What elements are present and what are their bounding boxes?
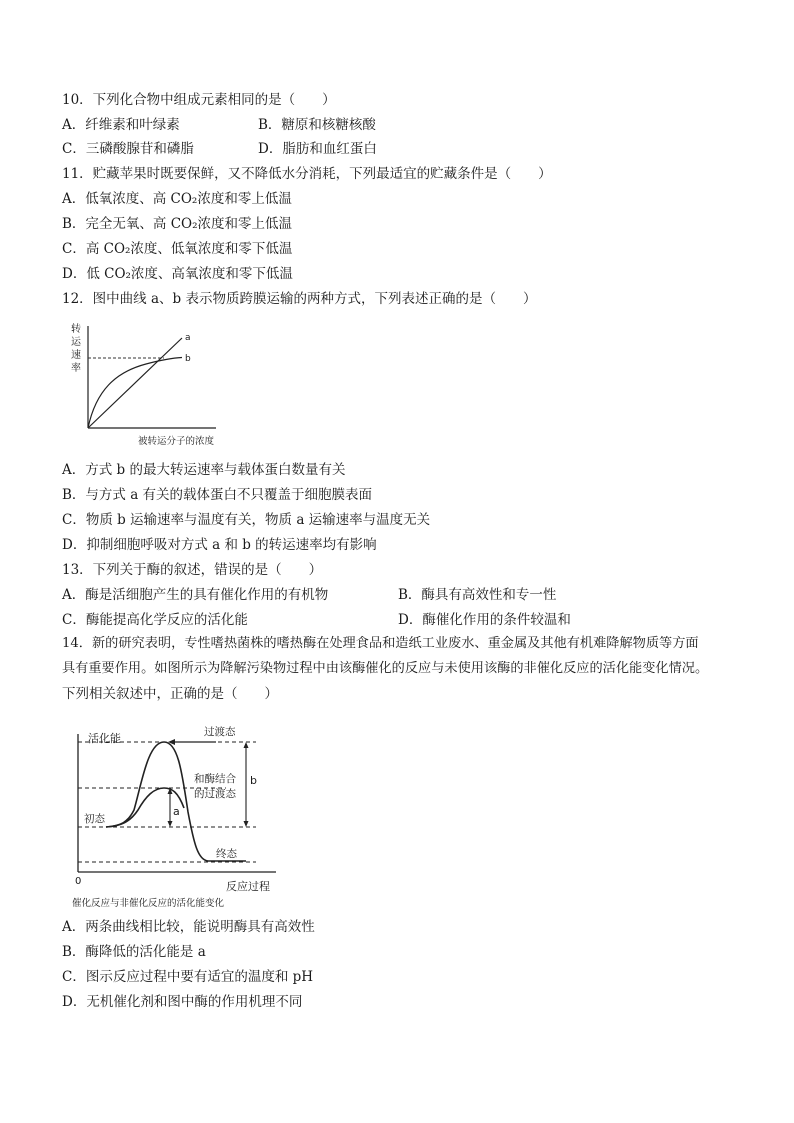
q14-non-catalyzed-curve — [106, 742, 246, 861]
q14-stem-line-3: 下列相关叙述中，正确的是（ ） — [62, 686, 278, 702]
q11-option-a: A．低氧浓度、高 CO₂浓度和零上低温 — [62, 191, 292, 207]
q12-xlabel: 被转运分子的浓度 — [138, 436, 215, 447]
q14-arrow-b-head-up — [244, 742, 249, 748]
q12-option-c: C．物质 b 运输速率与温度有关，物质 a 运输速率与温度无关 — [62, 512, 431, 528]
q14-ylabel: 活化能 — [88, 732, 121, 745]
q11-option-c: C．高 CO₂浓度、低氧浓度和零下低温 — [62, 241, 293, 257]
q14-option-a: A．两条曲线相比较，能说明酶具有高效性 — [62, 919, 315, 935]
q12-stem: 12．图中曲线 a、b 表示物质跨膜运输的两种方式，下列表述正确的是（ ） — [62, 291, 537, 307]
q12-curve-b-label: b — [185, 354, 191, 364]
q12-curve-b — [88, 358, 182, 429]
q13-stem: 13．下列关于酶的叙述，错误的是（ ） — [62, 562, 323, 578]
q14-stem-line-1: 14．新的研究表明，专性嗜热菌株的嗜热酶在处理食品和造纸工业废水、重金属及其他有机难降解物质等方面 — [62, 636, 699, 651]
q12-option-a: A．方式 b 的最大转运速率与载体蛋白数量有关 — [62, 462, 346, 478]
q14-stem-line-2: 具有重要作用。如图所示为降解污染物过程中由该酶催化的反应与未使用该酶的非催化反应的活化能变化情况。 — [62, 661, 709, 676]
q14-option-b: B．酶降低的活化能是 a — [62, 944, 206, 960]
q12-ylabel-char: 运 — [71, 337, 81, 348]
q14-arrow-b-head-down — [244, 821, 249, 827]
q10-stem: 10．下列化合物中组成元素相同的是（ ） — [62, 92, 336, 108]
q14-label-b: b — [250, 774, 257, 787]
q12-curve-a-label: a — [185, 333, 191, 343]
q14-label-a: a — [173, 805, 180, 818]
q12-curve-a — [88, 338, 182, 428]
q10-option-d: D．脂肪和血红蛋白 — [258, 141, 377, 157]
q14-enzyme-transition-label-2: 的过渡态 — [194, 788, 236, 800]
q14-activation-energy-figure — [66, 722, 286, 914]
q12-transport-rate-figure — [66, 318, 236, 452]
q14-arrow-a-head-down — [168, 821, 173, 827]
q10-option-c: C．三磷酸腺苷和磷脂 — [62, 141, 194, 157]
q12-option-b: B．与方式 a 有关的载体蛋白不只覆盖于细胞膜表面 — [62, 487, 373, 503]
q14-origin: 0 — [75, 876, 82, 887]
q14-transition-label: 过渡态 — [204, 726, 236, 738]
q14-option-c: C．图示反应过程中要有适宜的温度和 pH — [62, 969, 314, 985]
q13-option-d: D．酶催化作用的条件较温和 — [398, 612, 571, 628]
q13-option-a: A．酶是活细胞产生的具有催化作用的有机物 — [62, 587, 329, 603]
q11-option-b: B．完全无氧、高 CO₂浓度和零上低温 — [62, 216, 293, 232]
q12-option-d: D．抑制细胞呼吸对方式 a 和 b 的转运速率均有影响 — [62, 537, 377, 553]
q14-final-label: 终态 — [216, 848, 237, 860]
q14-xlabel: 反应过程 — [226, 880, 270, 893]
q13-option-c: C．酶能提高化学反应的活化能 — [62, 612, 248, 628]
q14-option-d: D．无机催化剂和图中酶的作用机理不同 — [62, 994, 303, 1010]
q14-enzyme-transition-label-1: 和酶结合 — [194, 773, 236, 785]
q10-option-a: A．纤维素和叶绿素 — [62, 117, 180, 133]
q13-option-b: B．酶具有高效性和专一性 — [398, 587, 557, 603]
q11-option-d: D．低 CO₂浓度、高氧浓度和零下低温 — [62, 266, 293, 282]
q12-ylabel-char: 率 — [71, 363, 81, 374]
q10-option-b: B．糖原和核糖核酸 — [258, 117, 376, 133]
q14-initial-label: 初态 — [84, 813, 105, 825]
q12-ylabel-char: 转 — [71, 324, 81, 335]
q11-stem: 11．贮藏苹果时既要保鲜，又不降低水分消耗，下列最适宜的贮藏条件是（ ） — [62, 166, 552, 182]
q14-caption: 催化反应与非催化反应的活化能变化 — [72, 898, 225, 909]
q12-ylabel-char: 速 — [71, 350, 81, 361]
